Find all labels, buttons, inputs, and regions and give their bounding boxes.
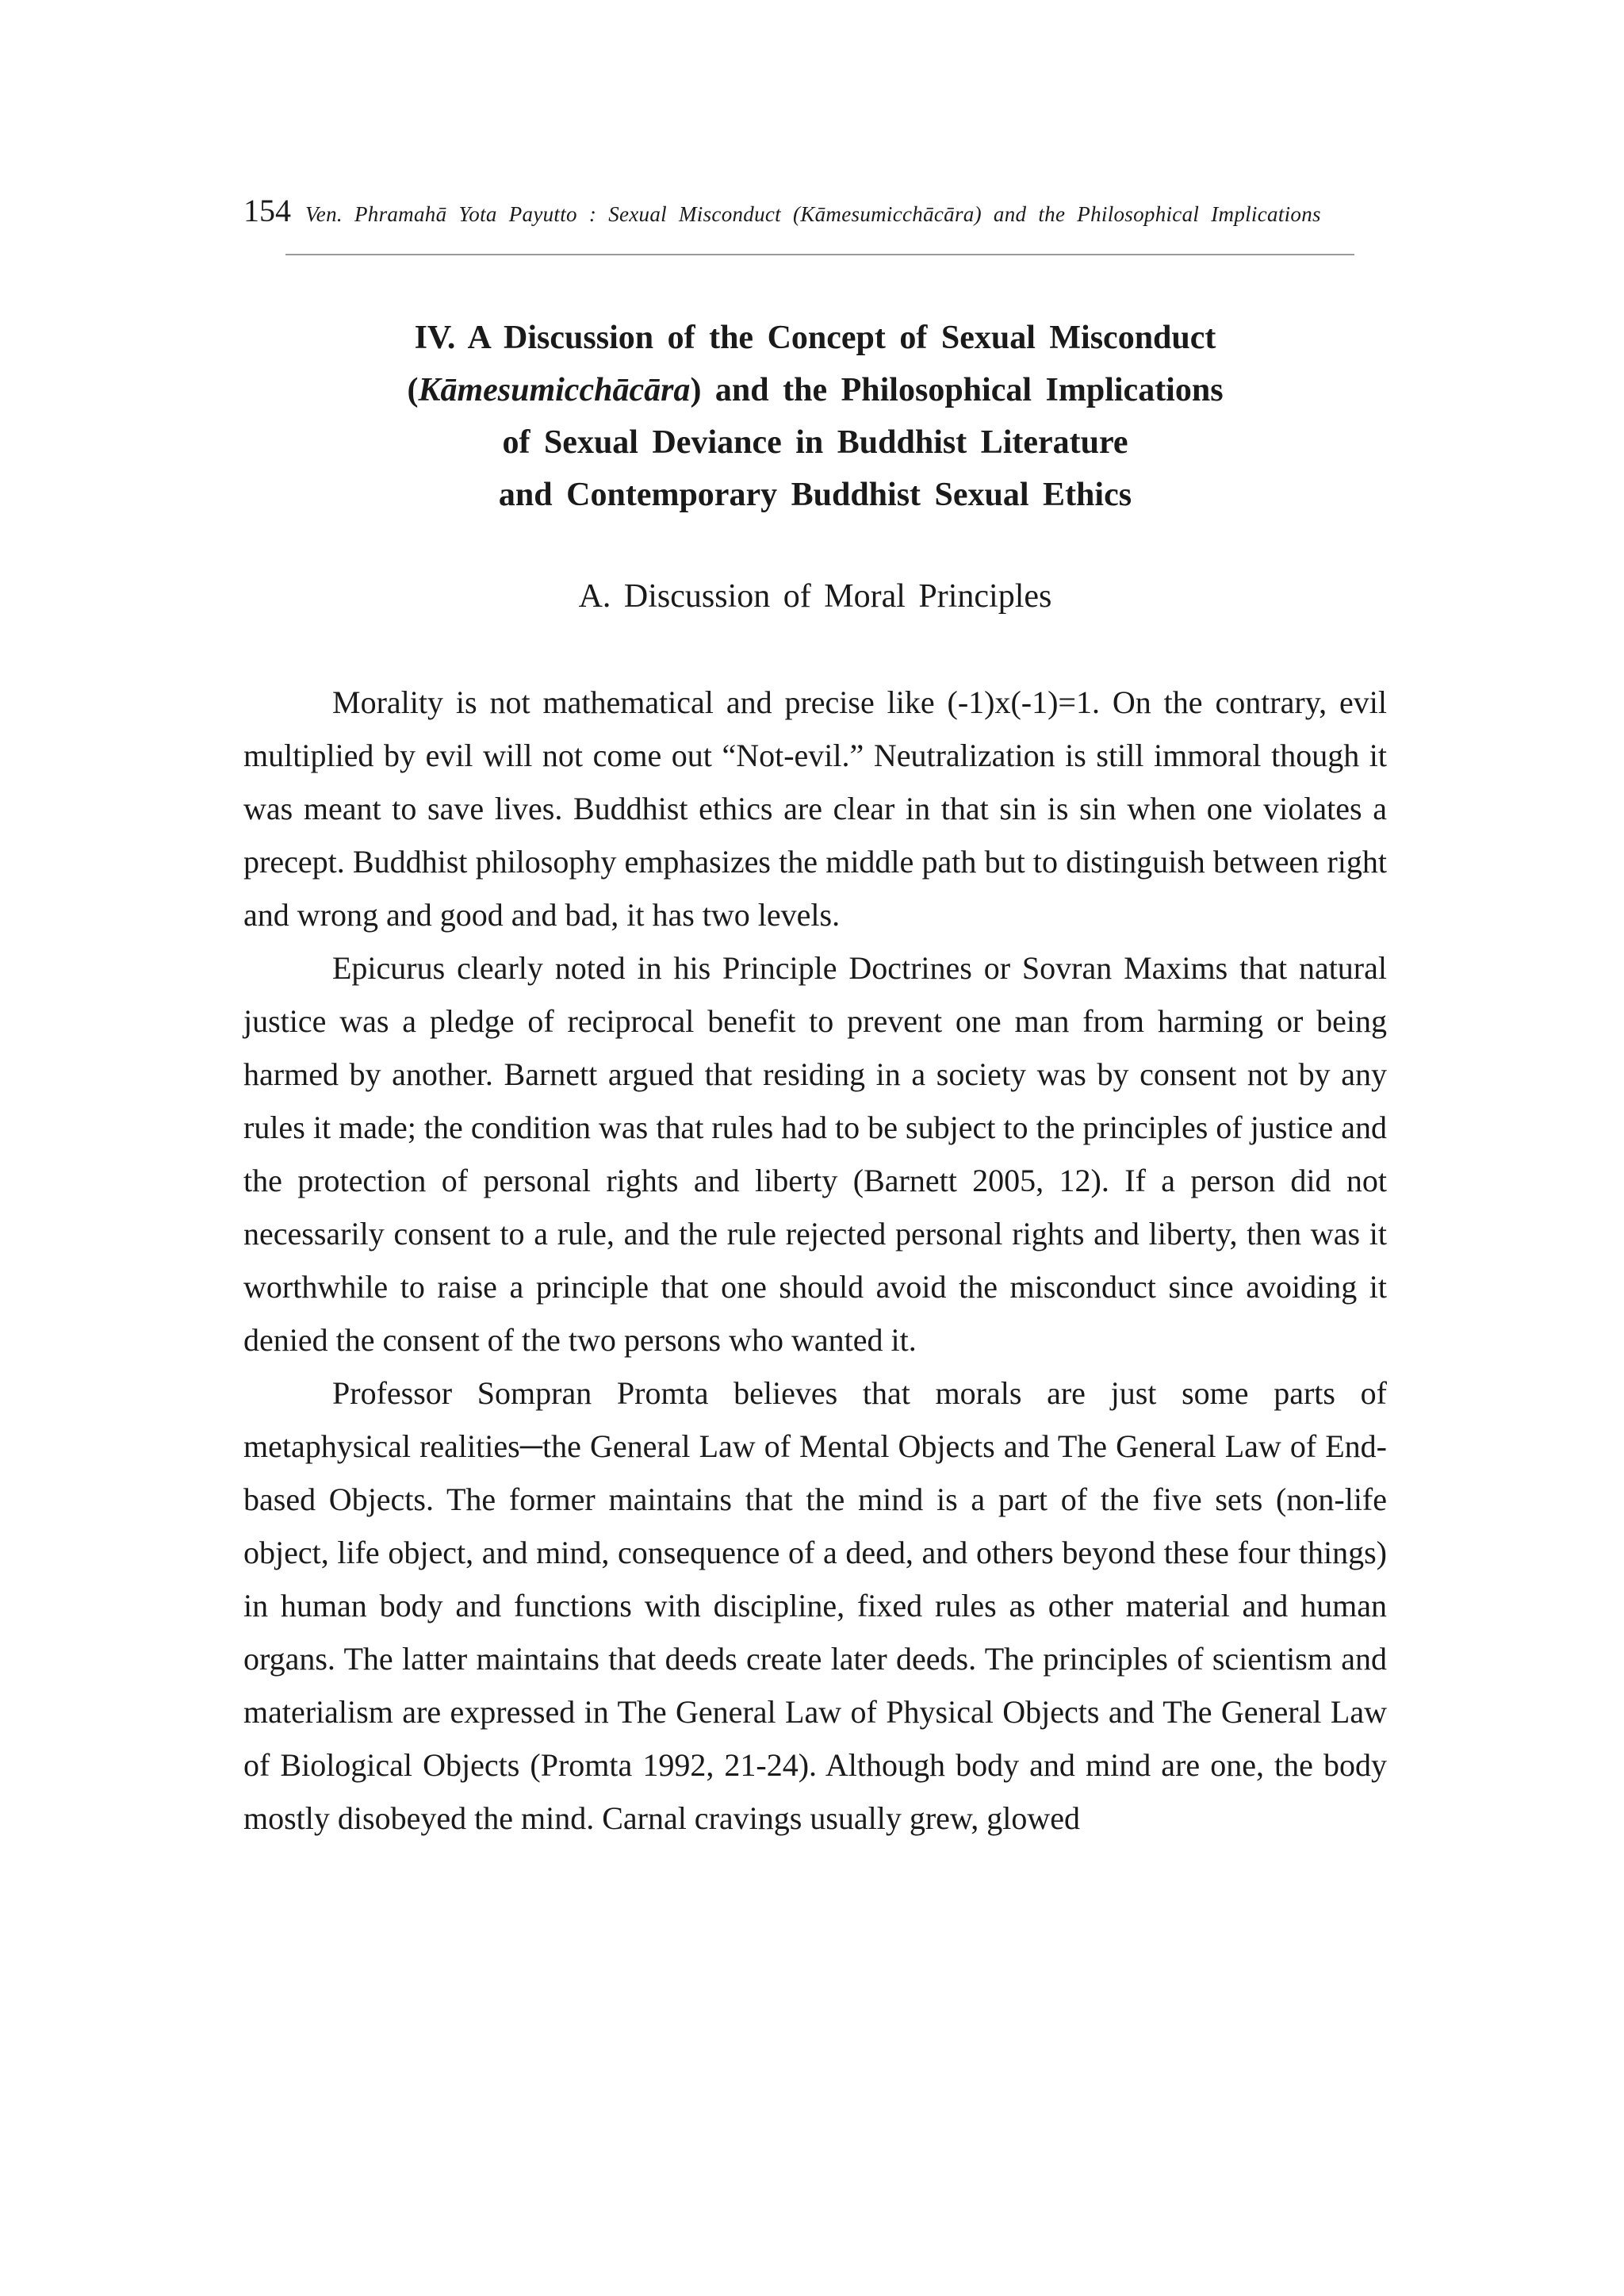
section-heading-line-2 <box>243 364 1387 416</box>
header-rule <box>285 254 1354 255</box>
body-text <box>243 676 1387 1845</box>
paragraph: Epicurus clearly noted in his Principle Doctrines or Sovran Maxims that natural justice was a pledge of reciprocal benefit to prevent one man from harming or being harmed by another. Barnett argued that residing in a society was by consent not by any rules it made; the condition was that rules had to be subject to the principles of justice and the protection of personal rights and liberty (Barnett 2005, 12). If a person did not necessarily consent to a rule, and the rule rejected personal rights and liberty, then was it worthwhile to raise a principle that one should avoid the misconduct since avoiding it denied the consent of the two persons who wanted it. <box>243 950 1387 1358</box>
running-title: Ven. Phramahā Yota Payutto : Sexual Misconduct (Kāmesumicchācāra) and the Philosophical Implications <box>305 202 1321 226</box>
section-heading-line-2-rest: ) and the Philosophical Implications <box>690 372 1224 408</box>
running-head <box>243 192 1354 229</box>
page-number: 154 <box>243 193 291 228</box>
section-heading-line-4: and Contemporary Buddhist Sexual Ethics <box>498 477 1132 513</box>
open-paren: ( <box>407 372 419 408</box>
paragraph: Professor Sompran Promta believes that morals are just some parts of metaphysical realities─the General Law of Mental Objects and The General Law of End-based Objects. The former maintains that the mind is a part of the five sets (non-life object, life object, and mind, consequence of a deed, and others beyond these four things) in human body and functions with discipline, fixed rules as other material and human organs. The latter maintains that deeds create later deeds. The principles of scientism and materialism are expressed in The General Law of Physical Objects and The General Law of Biological Objects (Promta 1992, 21-24). Although body and mind are one, the body mostly disobeyed the mind. Carnal cravings usually grew, glowed <box>243 1375 1387 1836</box>
section-heading <box>243 312 1387 521</box>
pali-term: Kāmesumicchācāra <box>418 372 691 408</box>
paragraph: Morality is not mathematical and precise like (-1)x(-1)=1. On the contrary, evil multiplied by evil will not come out “Not-evil.” Neutralization is still immoral though it was meant to save lives. Buddhist ethics are clear in that sin is sin when one violates a precept. Buddhist philosophy emphasizes the middle path but to distinguish between right and wrong and good and bad, it has two levels. <box>243 684 1387 933</box>
sub-heading: A. Discussion of Moral Principles <box>578 578 1052 615</box>
section-heading-line-1: IV. A Discussion of the Concept of Sexual Misconduct <box>414 320 1216 356</box>
section-heading-line-3: of Sexual Deviance in Buddhist Literature <box>502 424 1128 461</box>
